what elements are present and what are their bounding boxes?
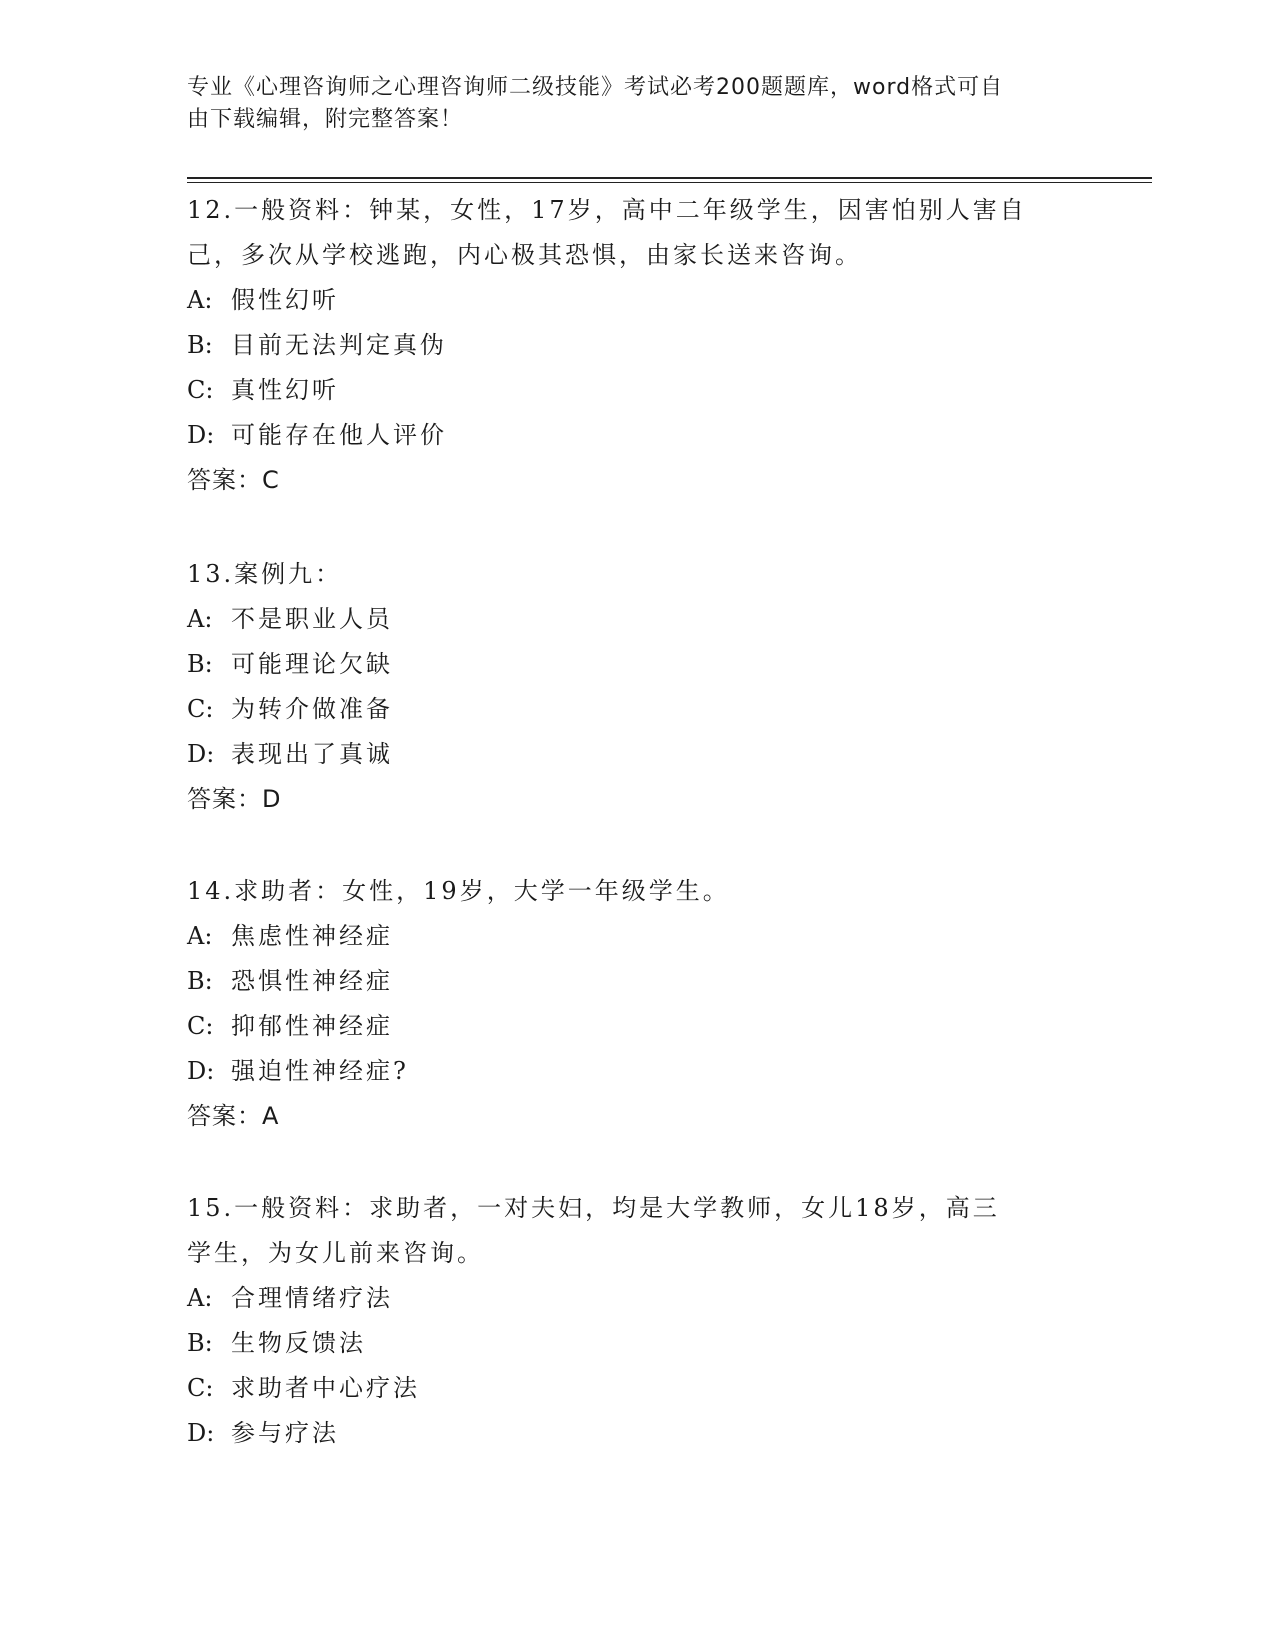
question-15 bbox=[187, 1186, 1087, 1456]
header-line-2: 由下载编辑，附完整答案！ bbox=[187, 107, 464, 132]
option-b bbox=[187, 1321, 1087, 1366]
question-stem-line-2: 己，多次从学校逃跑，内心极其恐惧，由家长送来咨询。 bbox=[187, 241, 862, 269]
option-text: 合理情绪疗法 bbox=[231, 1284, 393, 1312]
header-divider bbox=[187, 177, 1152, 179]
question-12 bbox=[187, 188, 1087, 503]
option-key: A: bbox=[187, 605, 213, 633]
option-key: A: bbox=[187, 286, 213, 314]
question-stem bbox=[187, 552, 1087, 597]
option-key: B: bbox=[187, 967, 213, 995]
option-text: 真性幻听 bbox=[231, 376, 339, 404]
question-stem-line-1: 13.案例九： bbox=[187, 560, 343, 588]
option-text: 求助者中心疗法 bbox=[231, 1374, 420, 1402]
option-key: C: bbox=[187, 1012, 214, 1040]
option-a bbox=[187, 597, 1087, 642]
answer-line: 答案：D bbox=[187, 785, 282, 813]
option-text: 恐惧性神经症 bbox=[231, 967, 393, 995]
option-text: 不是职业人员 bbox=[231, 605, 393, 633]
option-key: B: bbox=[187, 1329, 213, 1357]
option-text: 为转介做准备 bbox=[231, 695, 393, 723]
option-text: 焦虑性神经症 bbox=[231, 922, 393, 950]
option-c bbox=[187, 1004, 1087, 1049]
option-text: 可能存在他人评价 bbox=[231, 421, 447, 449]
question-stem-line-1: 15.一般资料：求助者，一对夫妇，均是大学教师，女儿18岁，高三 bbox=[187, 1194, 1000, 1222]
question-stem bbox=[187, 188, 1087, 278]
option-text: 抑郁性神经症 bbox=[231, 1012, 393, 1040]
option-text: 表现出了真诚 bbox=[231, 740, 393, 768]
option-c bbox=[187, 1366, 1087, 1411]
option-key: C: bbox=[187, 376, 214, 404]
option-key: D: bbox=[187, 1057, 215, 1085]
option-a bbox=[187, 278, 1087, 323]
option-d bbox=[187, 732, 1087, 777]
option-c bbox=[187, 687, 1087, 732]
header-divider-thin bbox=[187, 182, 1152, 183]
option-d bbox=[187, 413, 1087, 458]
question-stem-line-1: 14.求助者：女性，19岁，大学一年级学生。 bbox=[187, 877, 730, 905]
option-key: D: bbox=[187, 421, 215, 449]
document-header bbox=[187, 72, 1067, 136]
option-c bbox=[187, 368, 1087, 413]
option-key: D: bbox=[187, 1419, 215, 1447]
option-b bbox=[187, 323, 1087, 368]
option-a bbox=[187, 914, 1087, 959]
answer-line: 答案：A bbox=[187, 1102, 280, 1130]
question-stem-line-2: 学生，为女儿前来咨询。 bbox=[187, 1239, 484, 1267]
option-key: A: bbox=[187, 922, 213, 950]
header-line-1: 专业《心理咨询师之心理咨询师二级技能》考试必考200题题库，word格式可自 bbox=[187, 75, 1004, 100]
question-14 bbox=[187, 869, 1087, 1139]
option-b bbox=[187, 642, 1087, 687]
option-key: D: bbox=[187, 740, 215, 768]
answer-line: 答案：C bbox=[187, 466, 280, 494]
question-stem-line-1: 12.一般资料：钟某，女性，17岁，高中二年级学生，因害怕别人害自 bbox=[187, 196, 1027, 224]
option-key: C: bbox=[187, 695, 214, 723]
option-b bbox=[187, 959, 1087, 1004]
option-text: 目前无法判定真伪 bbox=[231, 331, 447, 359]
option-key: B: bbox=[187, 331, 213, 359]
option-text: 强迫性神经症? bbox=[231, 1057, 409, 1085]
option-text: 假性幻听 bbox=[231, 286, 339, 314]
option-d bbox=[187, 1049, 1087, 1094]
question-stem bbox=[187, 1186, 1087, 1276]
option-key: A: bbox=[187, 1284, 213, 1312]
question-13 bbox=[187, 552, 1087, 822]
option-text: 可能理论欠缺 bbox=[231, 650, 393, 678]
question-stem bbox=[187, 869, 1087, 914]
option-key: B: bbox=[187, 650, 213, 678]
option-d bbox=[187, 1411, 1087, 1456]
option-a bbox=[187, 1276, 1087, 1321]
option-key: C: bbox=[187, 1374, 214, 1402]
option-text: 参与疗法 bbox=[231, 1419, 339, 1447]
option-text: 生物反馈法 bbox=[231, 1329, 366, 1357]
